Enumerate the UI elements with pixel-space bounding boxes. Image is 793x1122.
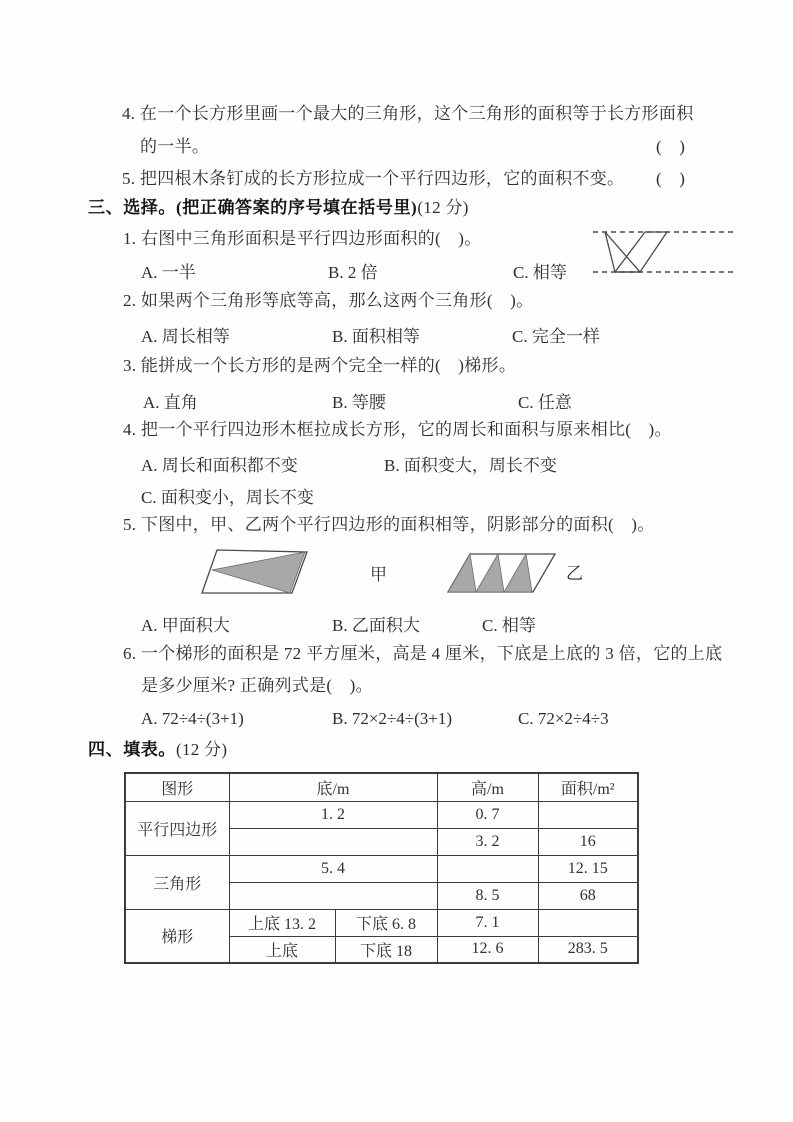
r4-area-cell: 68 [538,882,638,909]
choice-q4-option-a: A. 周长和面积都不变 [141,456,298,475]
r2-base-cell [229,828,437,855]
choice-q1-option-a: A. 一半 [141,263,196,282]
fill-table [124,772,639,964]
r2-area-cell: 16 [538,828,638,855]
r5-base-top-cell: 上底 13. 2 [229,909,335,936]
choice-q3-option-b: B. 等腰 [332,393,386,412]
r1-area-cell [538,801,638,828]
choice-q5-text: 5. 下图中，甲、乙两个平行四边形的面积相等，阴影部分的面积( )。 [123,515,655,534]
fill-section-heading [88,739,227,760]
judge-item-4-answer-bracket: ( ) [656,137,686,156]
table-row [125,801,638,828]
choice-q1-text: 1. 右图中三角形面积是平行四边形面积的( )。 [123,229,482,248]
choice-q5-option-c: C. 相等 [482,616,536,635]
fill-section-score: (12 分) [176,740,228,759]
r1-height-cell: 0. 7 [437,801,538,828]
judge-item-4-line1: 4. 在一个长方形里画一个最大的三角形，这个三角形的面积等于长方形面积 [122,104,694,123]
choice-q5-option-b: B. 乙面积大 [332,616,420,635]
yi-shaded-triangle-1 [448,554,476,592]
header-base: 底/m [229,773,437,801]
choice-q4-option-b: B. 面积变大，周长不变 [384,456,557,475]
r5-height-cell: 7. 1 [437,909,538,936]
shape-parallelogram-label: 平行四边形 [125,801,229,855]
r6-area-cell: 283. 5 [538,936,638,963]
q5-figure-jia [196,544,326,598]
choice-section-heading [88,197,469,218]
choice-q3-text: 3. 能拼成一个长方形的是两个完全一样的( )梯形。 [123,356,517,375]
choice-q6-option-c: C. 72×2÷4÷3 [518,709,609,728]
choice-q4-option-c: C. 面积变小，周长不变 [141,488,314,507]
yi-shaded-triangle-3 [504,554,532,592]
r3-base-cell: 5. 4 [229,855,437,882]
table-row [125,855,638,882]
shape-triangle-label: 三角形 [125,855,229,909]
choice-q2-option-c: C. 完全一样 [512,327,600,346]
r1-base-cell: 1. 2 [229,801,437,828]
choice-q6-line2: 是多少厘米? 正确列式是( )。 [141,676,373,695]
table-row [125,909,638,936]
choice-q1-option-c: C. 相等 [513,263,567,282]
header-area: 面积/m² [538,773,638,801]
fill-section-title: 四、填表。 [88,740,176,759]
figure-label-yi: 乙 [566,564,583,583]
yi-shaded-triangle-2 [476,554,504,592]
choice-q3-option-a: A. 直角 [143,393,198,412]
r4-base-cell [229,882,437,909]
r6-base-bottom-cell: 下底 18 [335,936,437,963]
q1-triangle-parallelogram-figure [593,224,733,284]
choice-section-title: 三、选择。(把正确答案的序号填在括号里) [88,198,418,217]
r4-height-cell: 8. 5 [437,882,538,909]
header-shape: 图形 [125,773,229,801]
choice-q2-text: 2. 如果两个三角形等底等高，那么这两个三角形( )。 [123,291,534,310]
judge-item-4-line2: 的一半。 [140,137,210,156]
choice-section-score: (12 分) [417,198,469,217]
choice-q5-option-a: A. 甲面积大 [141,616,230,635]
jia-shaded-triangle [212,552,305,593]
r6-height-cell: 12. 6 [437,936,538,963]
choice-q3-option-c: C. 任意 [518,393,572,412]
q5-figure-yi [444,550,559,596]
shape-trapezoid-label: 梯形 [125,909,229,963]
r2-height-cell: 3. 2 [437,828,538,855]
choice-q6-option-a: A. 72÷4÷(3+1) [141,709,244,728]
r6-base-top-cell: 上底 [229,936,335,963]
choice-q4-text: 4. 把一个平行四边形木框拉成长方形，它的周长和面积与原来相比( )。 [123,420,672,439]
choice-q2-option-b: B. 面积相等 [332,327,420,346]
r3-area-cell: 12. 15 [538,855,638,882]
choice-q6-option-b: B. 72×2÷4÷(3+1) [332,709,452,728]
figure-label-jia: 甲 [370,565,387,584]
r3-height-cell [437,855,538,882]
judge-item-5-text: 5. 把四根木条钉成的长方形拉成一个平行四边形，它的面积不变。 [122,169,625,188]
header-height: 高/m [437,773,538,801]
triangle-outline [605,232,640,272]
choice-q2-option-a: A. 周长相等 [141,327,230,346]
choice-q6-line1: 6. 一个梯形的面积是 72 平方厘米，高是 4 厘米，下底是上底的 3 倍，它的上底 [123,644,723,663]
choice-q1-option-b: B. 2 倍 [328,263,378,282]
r5-base-bottom-cell: 下底 6. 8 [335,909,437,936]
table-header-row [125,773,638,801]
r5-area-cell [538,909,638,936]
judge-item-5-answer-bracket: ( ) [656,169,686,188]
